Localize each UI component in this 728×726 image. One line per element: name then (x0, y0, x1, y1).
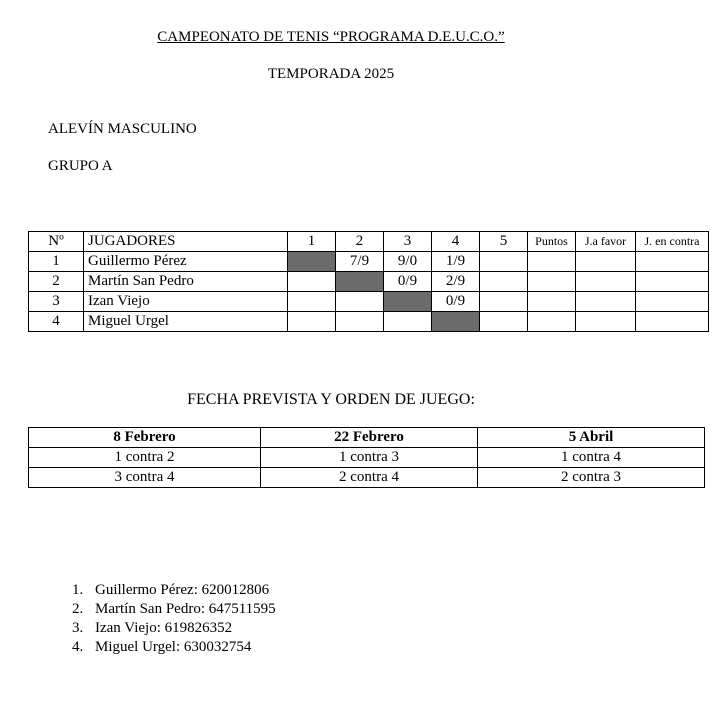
group-label: GRUPO A (48, 158, 113, 174)
schedule-match: 2 contra 4 (261, 468, 478, 488)
games-against-cell (636, 252, 709, 272)
result-cell: 9/0 (384, 252, 432, 272)
result-cell (480, 272, 528, 292)
contact-item (60, 581, 276, 600)
player-number: 3 (29, 292, 84, 312)
shaded-cell (384, 292, 432, 312)
result-cell (480, 292, 528, 312)
document-title: CAMPEONATO DE TENIS “PROGRAMA D.E.U.C.O.” (157, 29, 505, 45)
result-cell (336, 292, 384, 312)
player-row (29, 292, 709, 312)
contact-text: Miguel Urgel: 630032754 (95, 639, 252, 655)
schedule-match: 3 contra 4 (29, 468, 261, 488)
shaded-cell (288, 252, 336, 272)
player-row (29, 312, 709, 332)
contact-number: 3. (72, 620, 84, 636)
contact-number: 1. (72, 582, 84, 598)
schedule-heading: FECHA PREVISTA Y ORDEN DE JUEGO: (187, 391, 475, 408)
result-cell (480, 252, 528, 272)
contact-list (60, 581, 276, 657)
result-cell (288, 292, 336, 312)
player-name: Martín San Pedro (84, 272, 288, 292)
schedule-date: 8 Febrero (29, 428, 261, 448)
header-games-for: J.a favor (576, 232, 636, 252)
schedule-match: 1 contra 4 (478, 448, 705, 468)
schedule-date: 5 Abril (478, 428, 705, 448)
contact-text: Izan Viejo: 619826352 (95, 620, 233, 636)
player-number: 4 (29, 312, 84, 332)
contact-text: Martín San Pedro: 647511595 (95, 601, 276, 617)
player-row (29, 252, 709, 272)
games-for-cell (576, 272, 636, 292)
result-cell (336, 312, 384, 332)
header-games-against: J. en contra (636, 232, 709, 252)
result-cell (384, 312, 432, 332)
contact-item (60, 619, 276, 638)
result-cell (288, 272, 336, 292)
schedule-row (29, 468, 705, 488)
games-against-cell (636, 272, 709, 292)
schedule-row (29, 448, 705, 468)
result-cell: 1/9 (432, 252, 480, 272)
games-against-cell (636, 312, 709, 332)
contact-item (60, 638, 276, 657)
result-cell (480, 312, 528, 332)
shaded-cell (336, 272, 384, 292)
header-points: Puntos (528, 232, 576, 252)
points-cell (528, 292, 576, 312)
standings-header-row (29, 232, 709, 252)
contact-item (60, 600, 276, 619)
player-name: Izan Viejo (84, 292, 288, 312)
schedule-match: 1 contra 3 (261, 448, 478, 468)
header-col-1: 1 (288, 232, 336, 252)
result-cell: 7/9 (336, 252, 384, 272)
header-col-4: 4 (432, 232, 480, 252)
contact-number: 2. (72, 601, 84, 617)
schedule-match: 2 contra 3 (478, 468, 705, 488)
result-cell: 0/9 (384, 272, 432, 292)
player-row (29, 272, 709, 292)
schedule-match: 1 contra 2 (29, 448, 261, 468)
player-number: 2 (29, 272, 84, 292)
games-for-cell (576, 252, 636, 272)
standings-table (28, 231, 709, 332)
header-number: Nº (29, 232, 84, 252)
games-for-cell (576, 292, 636, 312)
contact-text: Guillermo Pérez: 620012806 (95, 582, 270, 598)
contact-number: 4. (72, 639, 84, 655)
player-number: 1 (29, 252, 84, 272)
schedule-header-row (29, 428, 705, 448)
header-players: JUGADORES (84, 232, 288, 252)
player-name: Miguel Urgel (84, 312, 288, 332)
result-cell (288, 312, 336, 332)
schedule-table (28, 427, 705, 488)
result-cell: 0/9 (432, 292, 480, 312)
shaded-cell (432, 312, 480, 332)
header-col-2: 2 (336, 232, 384, 252)
category-label: ALEVÍN MASCULINO (48, 121, 197, 137)
player-name: Guillermo Pérez (84, 252, 288, 272)
games-against-cell (636, 292, 709, 312)
header-col-5: 5 (480, 232, 528, 252)
points-cell (528, 272, 576, 292)
header-col-3: 3 (384, 232, 432, 252)
points-cell (528, 312, 576, 332)
result-cell: 2/9 (432, 272, 480, 292)
season-label: TEMPORADA 2025 (267, 66, 395, 82)
schedule-date: 22 Febrero (261, 428, 478, 448)
games-for-cell (576, 312, 636, 332)
points-cell (528, 252, 576, 272)
